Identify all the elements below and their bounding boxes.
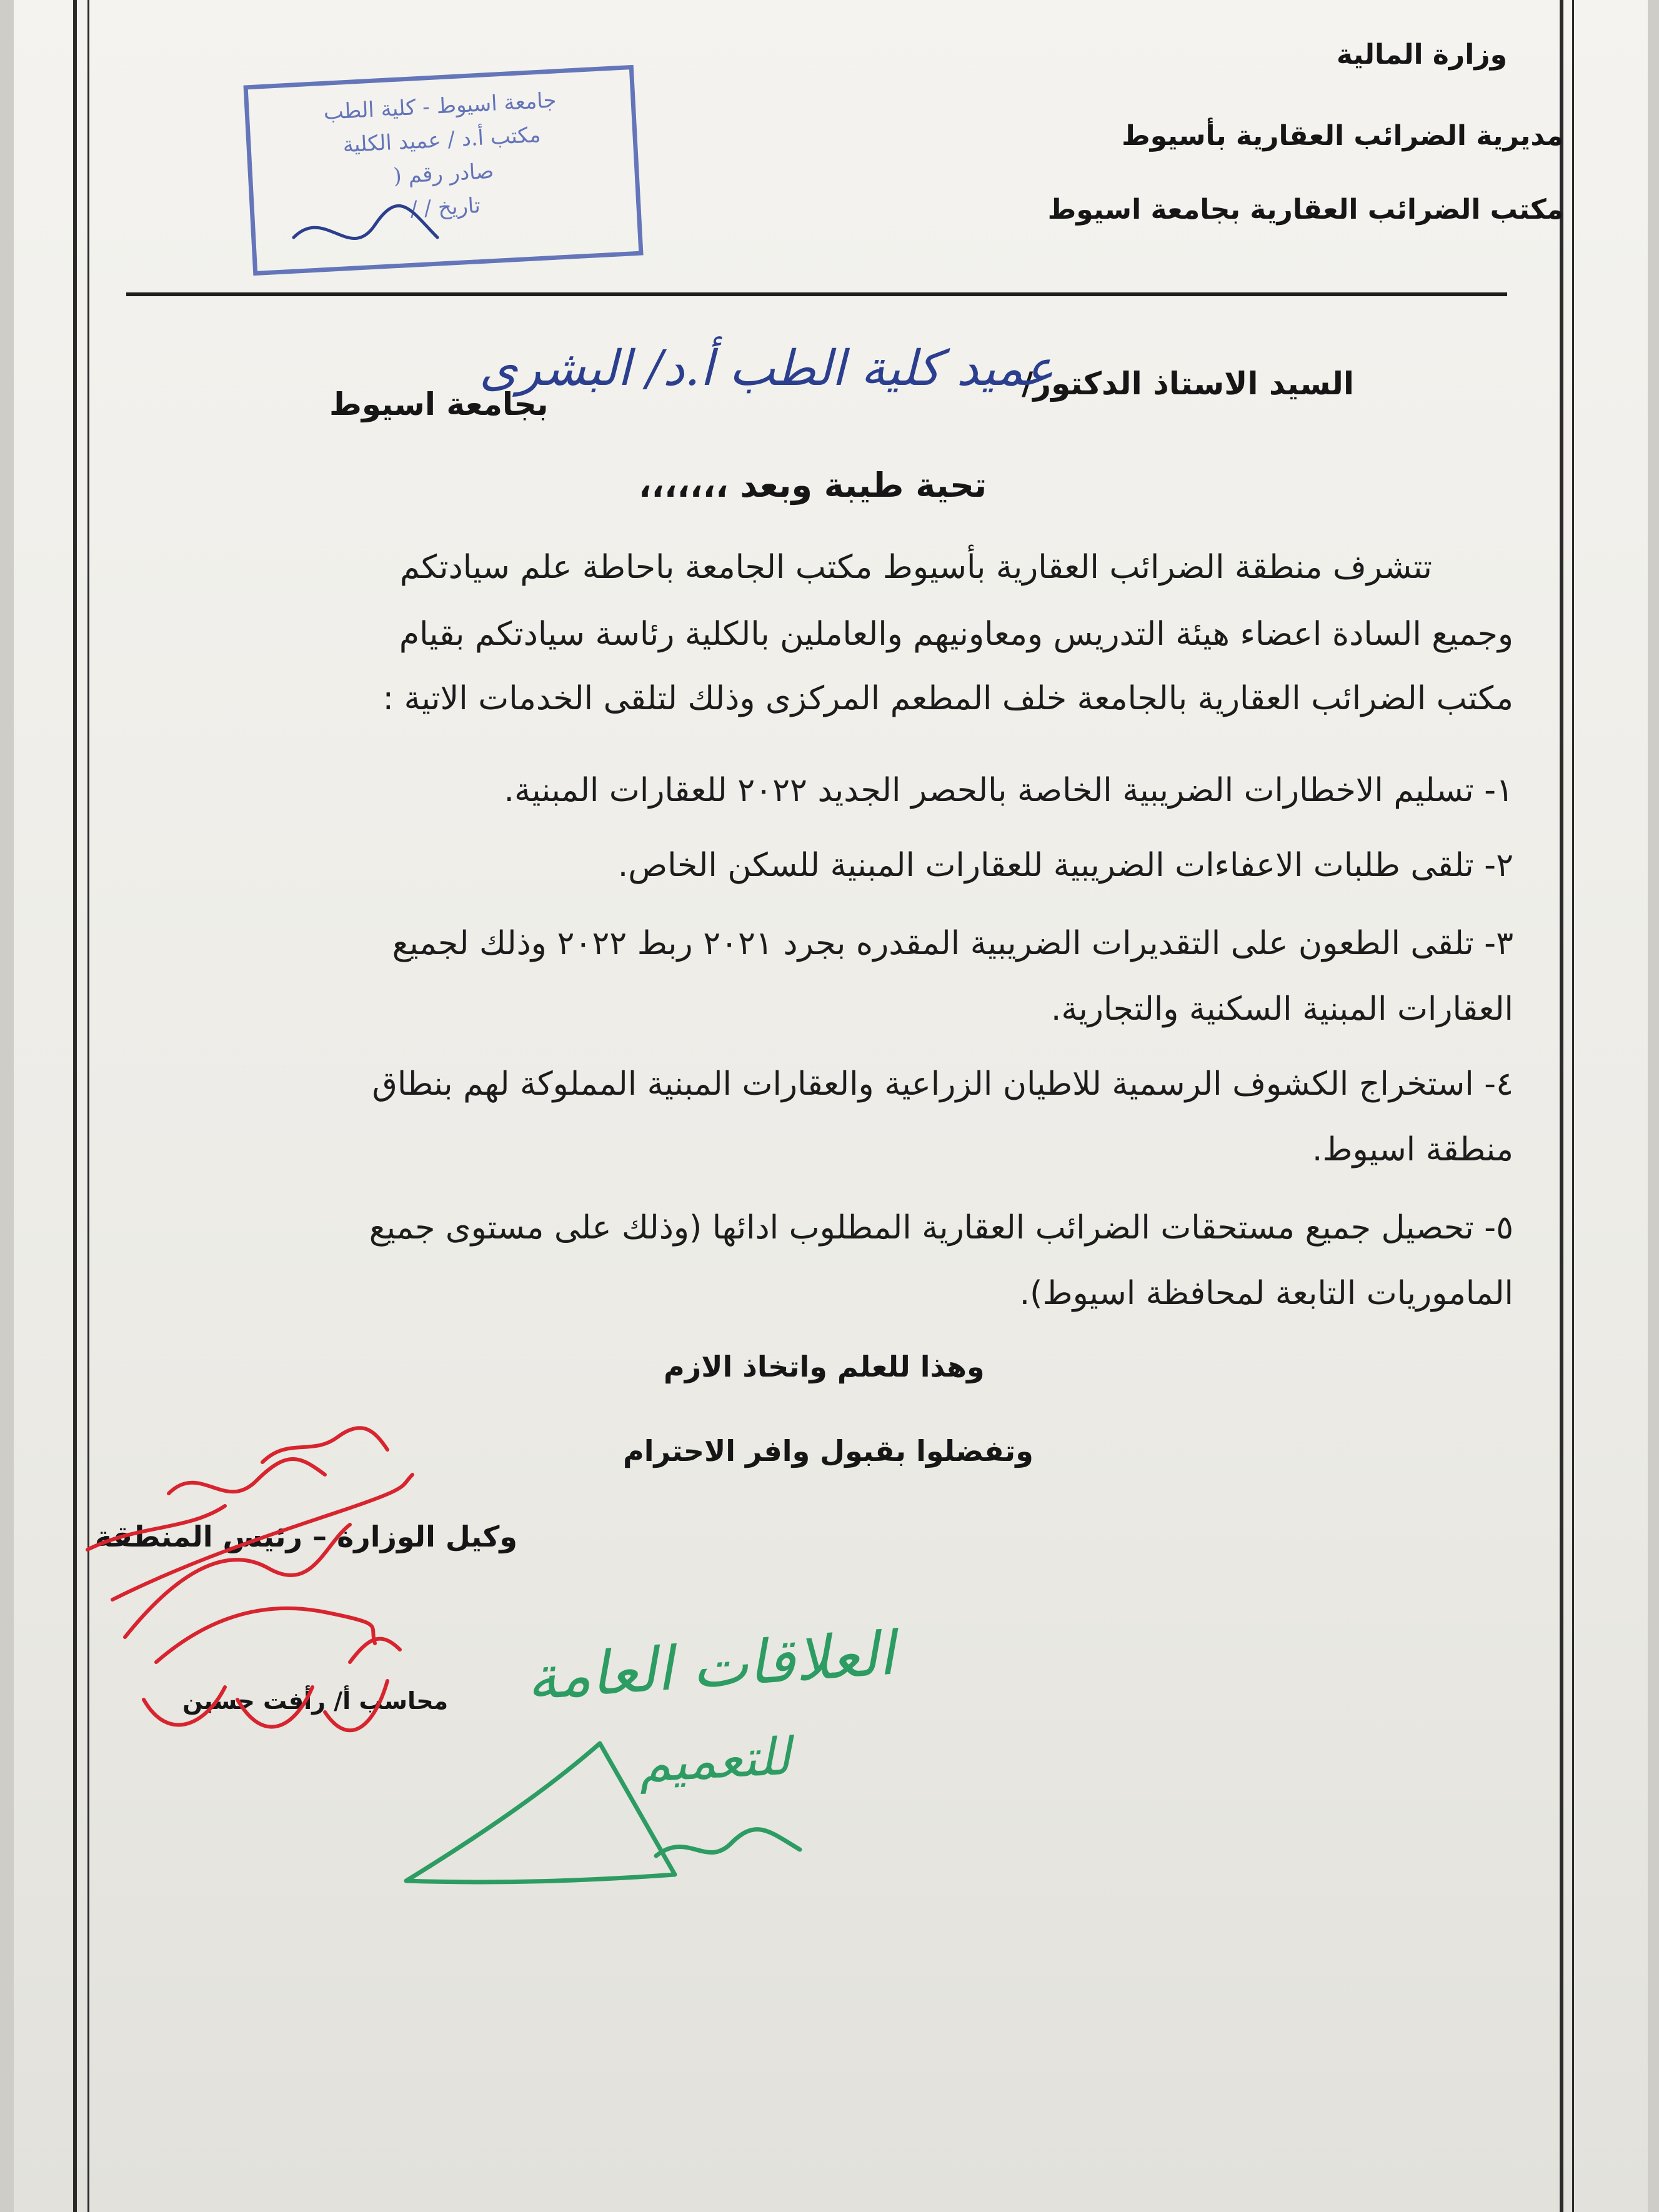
stamp-signature (294, 206, 437, 238)
addressee-prefix: السيد الاستاذ الدكتور/ (1022, 366, 1354, 402)
intro-line-1: تتشرف منطقة الضرائب العقارية بأسيوط مكتب الجامعة باحاطة علم سيادتكم (399, 549, 1432, 586)
item-3-cont: العقارات المبنية السكنية والتجارية. (1050, 990, 1513, 1028)
item-2: ٢- تلقى طلبات الاعفاءات الضريبية للعقارات المبنية للسكن الخاص. (617, 847, 1513, 884)
item-1: ١- تسليم الاخطارات الضريبية الخاصة بالحصر الجديد ٢٠٢٢ للعقارات المبنية. (504, 772, 1513, 809)
closing-line-2: وتفضلوا بقبول وافر الاحترام (623, 1434, 1034, 1468)
stamp-line-4: تاريخ / / (409, 193, 481, 222)
intro-line-2: وجميع السادة اعضاء هيئة التدريس ومعاونيهم والعاملين بالكلية رئاسة سيادتكم بقيام (399, 615, 1513, 653)
signature-title: وكيل الوزارة – رئيس المنطقة (95, 1520, 518, 1553)
addressee-handwritten-name: عميد كلية الطب أ.د/ البشرى (479, 341, 1054, 397)
intro-line-3: مكتب الضرائب العقارية بالجامعة خلف المطعم المركزى وذلك لتلقى الخدمات الاتية : (382, 680, 1513, 717)
stamp-line-2: مكتب أ.د / عميد الكلية (342, 122, 542, 158)
green-initials (656, 1830, 800, 1856)
header-directorate: مديرية الضرائب العقارية بأسيوط (1122, 120, 1563, 152)
closing-line-1: وهذا للعلم واتخاذ الازم (664, 1350, 985, 1383)
header-office: مكتب الضرائب العقارية بجامعة اسيوط (1047, 194, 1563, 226)
item-5-cont: الماموريات التابعة لمحافظة اسيوط). (1019, 1275, 1513, 1312)
green-note-line-2: للتعميم (637, 1726, 792, 1795)
addressee-suffix: بجامعة اسيوط (329, 386, 549, 422)
stamp-line-3: صادر رقم ( (392, 158, 495, 189)
red-signature (87, 1428, 412, 1730)
item-3: ٣- تلقى الطعون على التقديرات الضريبية المقدره بجرد ٢٠٢١ ربط ٢٠٢٢ وذلك لجميع (392, 925, 1513, 962)
green-note-line-1: العلاقات العامة (524, 1618, 897, 1714)
item-4-cont: منطقة اسيوط. (1312, 1131, 1513, 1168)
stamp-line-1: جامعة اسيوط - كلية الطب (322, 87, 557, 125)
accountant-name: محاسب أ/ رأفت حسين (182, 1687, 449, 1715)
greeting: تحية طيبة وبعد ،،،،،،، (639, 466, 987, 505)
item-5: ٥- تحصيل جميع مستحقات الضرائب العقارية المطلوب ادائها (وذلك على مستوى جميع (369, 1209, 1513, 1247)
item-4: ٤- استخراج الكشوف الرسمية للاطيان الزراعية والعقارات المبنية المملوكة لهم بنطاق (372, 1065, 1513, 1103)
green-triangle-mark (406, 1743, 675, 1882)
header-ministry: وزارة المالية (1336, 39, 1507, 71)
